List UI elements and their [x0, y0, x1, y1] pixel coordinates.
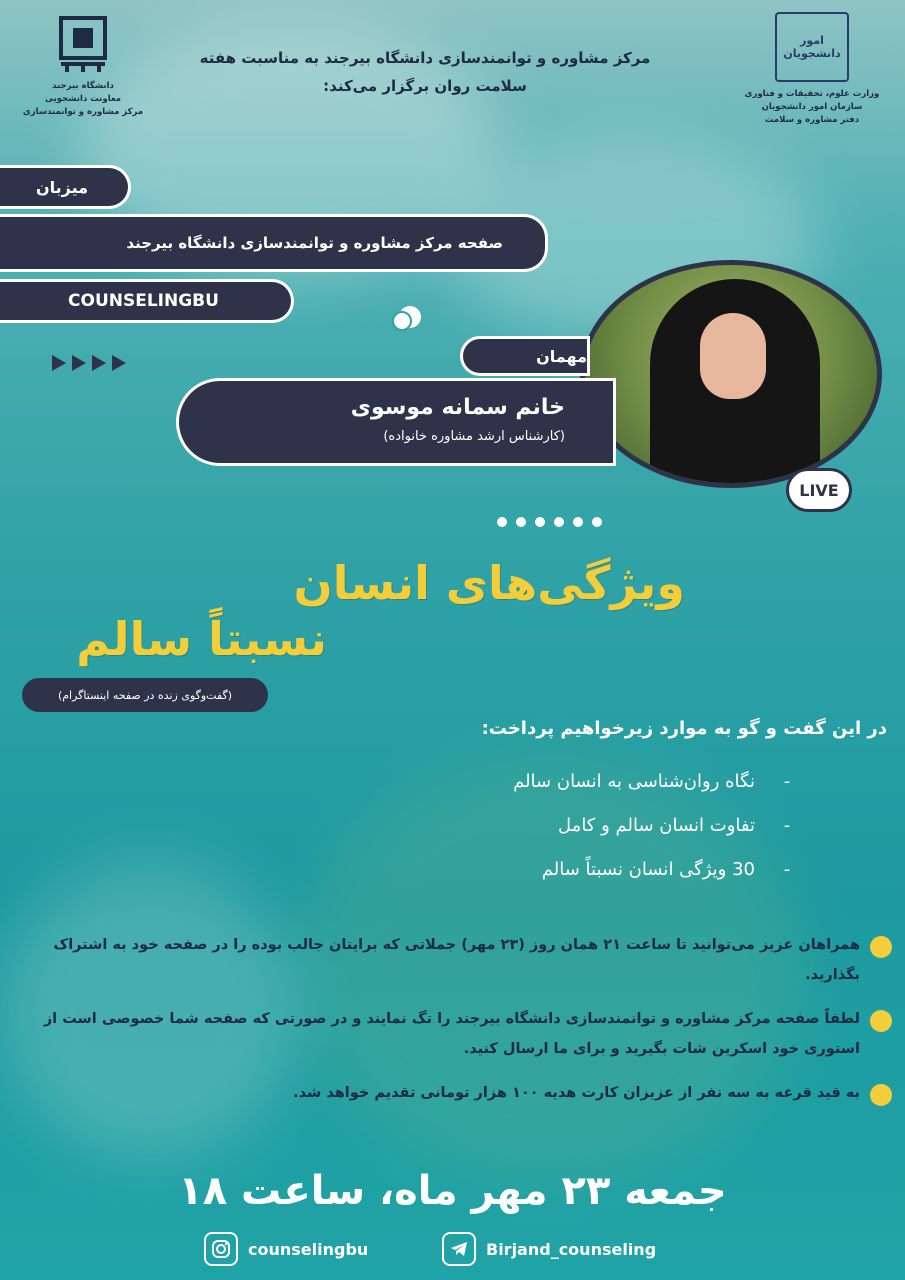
bullet-icon [870, 1084, 892, 1106]
logo-left-line2: معاونت دانشجویی [44, 94, 122, 104]
logo-right-line1: وزارت علوم، تحقیقات و فناوری [744, 89, 880, 99]
dots-decoration [497, 517, 602, 527]
ministry-logo [737, 12, 887, 127]
title-line2: نسبتاً سالم [76, 612, 327, 666]
note-text: لطفاً صفحه مرکز مشاوره و توانمندسازی دانشگاه بیرجند را تگ نمایند و در صورتی که صفحه شما خصوصی است از استوری خود اسکرین شات بگیرید و برای ما ارسال کنید. [43, 1011, 860, 1057]
notes-list [30, 930, 892, 1122]
note-text: همراهان عزیز می‌توانید تا ساعت ۲۱ همان روز (۲۳ مهر) جملاتی که برایتان جالب بوده را در صفحه خود به اشتراک بگذارید. [53, 937, 860, 983]
arrow-icon [92, 355, 106, 371]
header-text [145, 44, 705, 100]
instagram-handle: counselingbu [248, 1239, 369, 1259]
note-text: به قید قرعه به سه نفر از عزیزان کارت هدیه ۱۰۰ هزار تومانی تقدیم خواهد شد. [293, 1085, 860, 1101]
arrow-icon [112, 355, 126, 371]
logo-right-line3: دفتر مشاوره و سلامت [764, 115, 860, 125]
guest-name: خانم سمانه موسوی [350, 395, 565, 420]
topics-list [237, 760, 797, 892]
bullet-icon [870, 1010, 892, 1032]
logo-right-line2: سازمان امور دانشجویان [761, 102, 863, 112]
bullet-icon [870, 936, 892, 958]
arrow-icon [52, 355, 66, 371]
header-line2: سلامت روان برگزار می‌کند: [323, 77, 527, 95]
guest-label: مهمان [460, 336, 590, 376]
logo-left-line3: مرکز مشاوره و توانمندسازی [22, 107, 144, 117]
header-line1: مرکز مشاوره و توانمندسازی دانشگاه بیرجند به مناسبت هفته [199, 49, 651, 67]
guest-box [176, 378, 616, 466]
list-item [30, 930, 892, 990]
arrows-decoration [52, 355, 126, 371]
instagram-link[interactable] [204, 1232, 368, 1266]
list-item [30, 1004, 892, 1064]
telegram-handle: Birjand_counseling [486, 1239, 657, 1259]
instagram-icon [204, 1232, 238, 1266]
guest-photo [580, 260, 882, 488]
list-item: - نگاه روان‌شناسی به انسان سالم [237, 760, 797, 804]
topic-text: نگاه روان‌شناسی به انسان سالم [513, 771, 755, 792]
list-item [30, 1078, 892, 1108]
host-account[interactable]: COUNSELINGBU [0, 279, 294, 323]
host-label: میزبان [0, 165, 131, 209]
university-logo [18, 14, 148, 119]
university-logo-mark [57, 14, 109, 74]
live-badge: LIVE [786, 468, 852, 512]
arrow-icon [72, 355, 86, 371]
topic-text: تفاوت انسان سالم و کامل [558, 815, 755, 836]
logo-left-line1: دانشگاه بیرجند [52, 81, 114, 91]
topic-text: 30 ویژگی انسان نسبتاً سالم [541, 859, 755, 880]
telegram-icon [442, 1232, 476, 1266]
host-name: صفحه مرکز مشاوره و توانمندسازی دانشگاه بیرجند [0, 214, 548, 272]
list-item: - تفاوت انسان سالم و کامل [237, 804, 797, 848]
event-date: جمعه ۲۳ مهر ماه، ساعت ۱۸ [178, 1168, 727, 1214]
guest-title: (کارشناس ارشد مشاوره خانواده) [383, 429, 565, 444]
title-line1: ویژگی‌های انسان [293, 556, 685, 610]
subtitle: (گفت‌وگوی زنده در صفحه اینستاگرام) [22, 678, 268, 712]
ministry-logo-mark: امور دانشجویان [775, 12, 849, 82]
chat-bubble-icon [390, 303, 426, 333]
intro-text: در این گفت و گو به موارد زیرخواهیم پرداخت: [481, 718, 887, 739]
telegram-link[interactable] [442, 1232, 656, 1266]
list-item: - 30 ویژگی انسان نسبتاً سالم [237, 848, 797, 892]
